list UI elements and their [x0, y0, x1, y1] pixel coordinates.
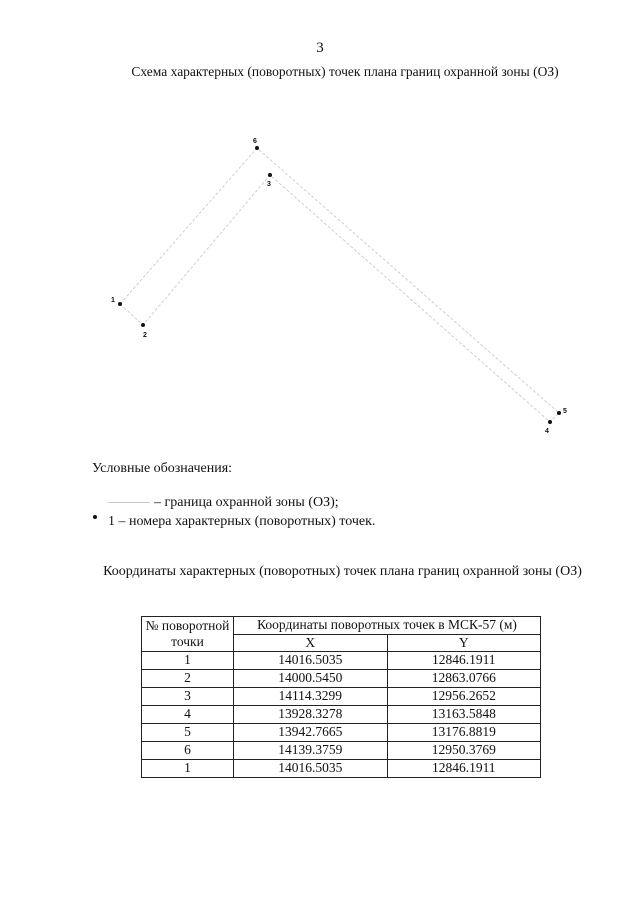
page-number: 3 — [316, 40, 324, 56]
table-cell-n: 4 — [142, 706, 234, 724]
header-x: X — [234, 634, 388, 652]
table-cell-n: 3 — [142, 688, 234, 706]
point-marker — [548, 420, 552, 424]
table-cell-n: 2 — [142, 670, 234, 688]
table-cell-x: 14114.3299 — [234, 688, 388, 706]
point-marker — [118, 302, 122, 306]
point-label: 6 — [253, 138, 257, 145]
table-row — [142, 688, 541, 706]
point-marker — [557, 411, 561, 415]
table-cell-x: 14000.5450 — [234, 670, 388, 688]
point-marker — [141, 323, 145, 327]
table-cell-y: 12863.0766 — [387, 670, 541, 688]
legend-boundary — [108, 495, 339, 511]
table-cell-n: 1 — [142, 760, 234, 778]
table-cell-x: 13928.3278 — [234, 706, 388, 724]
table-cell-n: 5 — [142, 724, 234, 742]
table-cell-n: 1 — [142, 652, 234, 670]
point-label: 1 — [111, 297, 115, 304]
coords-table — [141, 616, 541, 778]
table-row — [142, 742, 541, 760]
table-cell-x: 14139.3759 — [234, 742, 388, 760]
table-cell-y: 13176.8819 — [387, 724, 541, 742]
table-cell-x: 14016.5035 — [234, 652, 388, 670]
header-y: Y — [387, 634, 541, 652]
legend-boundary-text: – граница охранной зоны (ОЗ); — [154, 495, 339, 510]
table-row — [142, 670, 541, 688]
table-cell-y: 12846.1911 — [387, 652, 541, 670]
header-point-number: № поворотной точки — [142, 617, 234, 652]
table-cell-n: 6 — [142, 742, 234, 760]
legend-title: Условные обозначения: — [92, 461, 233, 476]
table-row — [142, 724, 541, 742]
table-row — [142, 706, 541, 724]
zone-boundary — [120, 148, 559, 422]
table-cell-y: 13163.5848 — [387, 706, 541, 724]
coords-title: Координаты характерных (поворотных) точек плана границ охранной зоны (ОЗ) — [103, 564, 582, 579]
table-cell-x: 13942.7665 — [234, 724, 388, 742]
table-row — [142, 760, 541, 778]
scheme-title: Схема характерных (поворотных) точек плана границ охранной зоны (ОЗ) — [131, 64, 559, 79]
legend-point-dot — [93, 515, 97, 519]
point-marker — [268, 173, 272, 177]
point-label: 2 — [143, 332, 147, 339]
table-cell-y: 12846.1911 — [387, 760, 541, 778]
header-coordinates: Координаты поворотных точек в МСК-57 (м) — [234, 617, 541, 635]
legend-points-text: 1 – номера характерных (поворотных) точек. — [108, 514, 376, 529]
table-row — [142, 652, 541, 670]
point-label: 4 — [545, 428, 549, 435]
table-cell-y: 12950.3769 — [387, 742, 541, 760]
table-cell-y: 12956.2652 — [387, 688, 541, 706]
boundary-scheme — [0, 0, 640, 450]
point-label: 5 — [563, 408, 567, 415]
legend-line-sample — [108, 502, 150, 503]
point-marker — [255, 146, 259, 150]
table-cell-x: 14016.5035 — [234, 760, 388, 778]
point-label: 3 — [267, 181, 271, 188]
